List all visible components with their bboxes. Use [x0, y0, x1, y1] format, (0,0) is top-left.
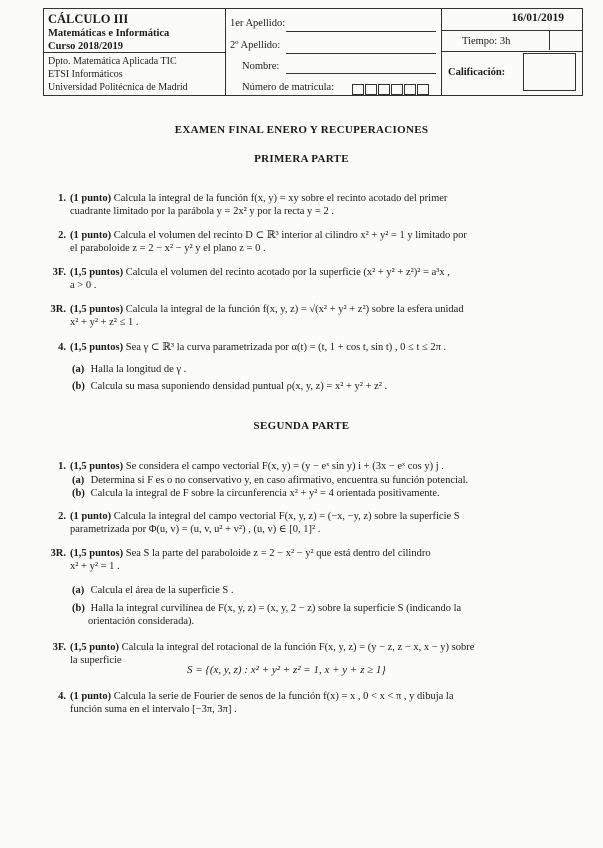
subquestion-text: Determina si F es o no conservativo y, en caso afirmativo, encuentra su función potencial. [90, 475, 469, 486]
grade-box[interactable] [523, 53, 576, 91]
exam-date: 16/01/2019 [511, 12, 564, 24]
question-text-cont: parametrizada por Φ(u, v) = (u, v, u² + v²) , (u, v) ∈ [0, 1]² . [70, 524, 321, 535]
part1-title: PRIMERA PARTE [254, 153, 349, 165]
subquestion-3a [72, 584, 552, 597]
course-title: CÁLCULO III [48, 12, 129, 26]
question-text: Calcula el volumen del recinto acotado por la superficie (x² + y² + z²)² = a³x , [125, 267, 450, 278]
question-number: 3R. [50, 304, 66, 315]
course-degree: Matemáticas e Informática [48, 28, 170, 39]
question-text: Calcula la serie de Fourier de senos de la función f(x) = x , 0 < x < π , y dibuja la [113, 691, 454, 702]
grade-label: Calificación: [448, 67, 506, 78]
question-points: (1,5 puntos) [70, 548, 124, 559]
question-number: 2. [58, 511, 66, 522]
subquestion-3b [72, 602, 552, 628]
question-text-cont: cuadrante limitado por la parábola y = 2x² y por la recta y = 2 . [70, 206, 334, 217]
subquestion-text: Calcula su masa suponiendo densidad puntual ρ(x, y, z) = x² + y² + z² . [90, 381, 388, 392]
question-number: 3F. [52, 267, 66, 278]
course-year: Curso 2018/2019 [48, 41, 123, 52]
question-points: (1,5 punto) [70, 642, 120, 653]
subquestion-text: Calcula la integral de F sobre la circunferencia x² + y² = 4 orientada positivamente. [90, 488, 440, 499]
enrollment-box-6[interactable] [417, 84, 429, 95]
question-number: 2. [58, 230, 66, 241]
question-text-cont: x² + y² + z² ≤ 1 . [70, 317, 139, 328]
enrollment-box-2[interactable] [365, 84, 377, 95]
question-points: (1,5 puntos) [70, 461, 124, 472]
exam-title: EXAMEN FINAL ENERO Y RECUPERACIONES [174, 124, 429, 136]
subquestion-4b [72, 380, 552, 393]
question-text: Calcula la integral del campo vectorial F(x, y, z) = (−x, −y, z) sobre la superficie S [113, 511, 460, 522]
question-text: Calcula la integral del rotacional de la función F(x, y, z) = (y − z, z − x, x − y) sobre [121, 642, 475, 653]
subquestion-1a [72, 474, 552, 487]
name-field[interactable] [286, 73, 436, 74]
second-surname-label: 2º Apellido: [230, 40, 281, 51]
second-surname-field[interactable] [286, 53, 436, 54]
subquestion-4a [72, 363, 552, 376]
subquestion-label: (a) [72, 585, 85, 596]
surface-set-definition: S = {(x, y, z) : x² + y² + z² = 1, x + y + z ≥ 1} [187, 664, 386, 676]
subquestion-1b [72, 487, 552, 500]
question-text-cont: a > 0 . [70, 280, 97, 291]
question-points: (1,5 puntos) [70, 304, 124, 315]
question-text-cont: x² + y² = 1 . [70, 561, 120, 572]
question-text: Sea S la parte del paraboloide z = 2 − x² − y² que está dentro del cilindro [125, 548, 431, 559]
question-text: Se considera el campo vectorial F(x, y) = (y − eˣ sin y) i + (3x − eˣ cos y) j . [125, 461, 444, 472]
question-text: Sea γ ⊂ ℝ³ la curva parametrizada por α(t) = (t, 1 + cos t, sin t) , 0 ≤ t ≤ 2π . [125, 342, 447, 353]
subquestion-text: Halla la longitud de γ . [90, 364, 187, 375]
enrollment-label: Número de matrícula: [242, 82, 335, 93]
question-points: (1 punto) [70, 511, 112, 522]
enrollment-box-1[interactable] [352, 84, 364, 95]
university: Universidad Politécnica de Madrid [48, 82, 188, 93]
question-number: 3R. [50, 548, 66, 559]
exam-time: Tiempo: 3h [462, 36, 511, 47]
question-points: (1,5 puntos) [70, 267, 124, 278]
school: ETSI Informáticos [48, 69, 123, 80]
question-points: (1 punto) [70, 193, 112, 204]
first-surname-field[interactable] [286, 31, 436, 32]
question-points: (1,5 puntos) [70, 342, 124, 353]
subquestion-label: (b) [72, 381, 85, 392]
first-surname-label: 1er Apellido: [230, 18, 286, 29]
question-text: Calcula la integral de la función f(x, y) = xy sobre el recinto acotado del primer [113, 193, 448, 204]
question-points: (1 punto) [70, 230, 112, 241]
question-number: 4. [58, 691, 66, 702]
name-label: Nombre: [242, 61, 280, 72]
question-text-cont: la superficie [70, 655, 122, 666]
question-text-cont: función suma en el intervalo [−3π, 3π] . [70, 704, 237, 715]
enrollment-box-4[interactable] [391, 84, 403, 95]
question-number: 1. [58, 193, 66, 204]
subquestion-text: Calcula el área de la superficie S . [90, 585, 234, 596]
enrollment-box-5[interactable] [404, 84, 416, 95]
question-number: 1. [58, 461, 66, 472]
question-points: (1 punto) [70, 691, 112, 702]
subquestion-label: (b) [72, 603, 85, 614]
subquestion-label: (a) [72, 364, 85, 375]
question-number: 4. [58, 342, 66, 353]
question-text: Calcula la integral de la función f(x, y, z) = √(x² + y² + z²) sobre la esfera unidad [125, 304, 464, 315]
part2-title: SEGUNDA PARTE [253, 420, 350, 432]
department: Dpto. Matemática Aplicada TIC [48, 56, 177, 67]
subquestion-label: (b) [72, 488, 85, 499]
subquestion-label: (a) [72, 475, 85, 486]
subquestion-text: Halla la integral curvilínea de F(x, y, z) = (x, y, 2 − z) sobre la superficie S (indicando la [90, 603, 462, 614]
question-text: Calcula el volumen del recinto D ⊂ ℝ³ interior al cilindro x² + y² = 1 y limitado por [113, 230, 467, 241]
exam-header [43, 8, 583, 96]
question-number: 3F. [52, 642, 66, 653]
enrollment-box-3[interactable] [378, 84, 390, 95]
question-text-cont: el paraboloide z = 2 − x² − y² y el plano z = 0 . [70, 243, 266, 254]
subquestion-text-cont: orientación considerada). [88, 616, 195, 627]
